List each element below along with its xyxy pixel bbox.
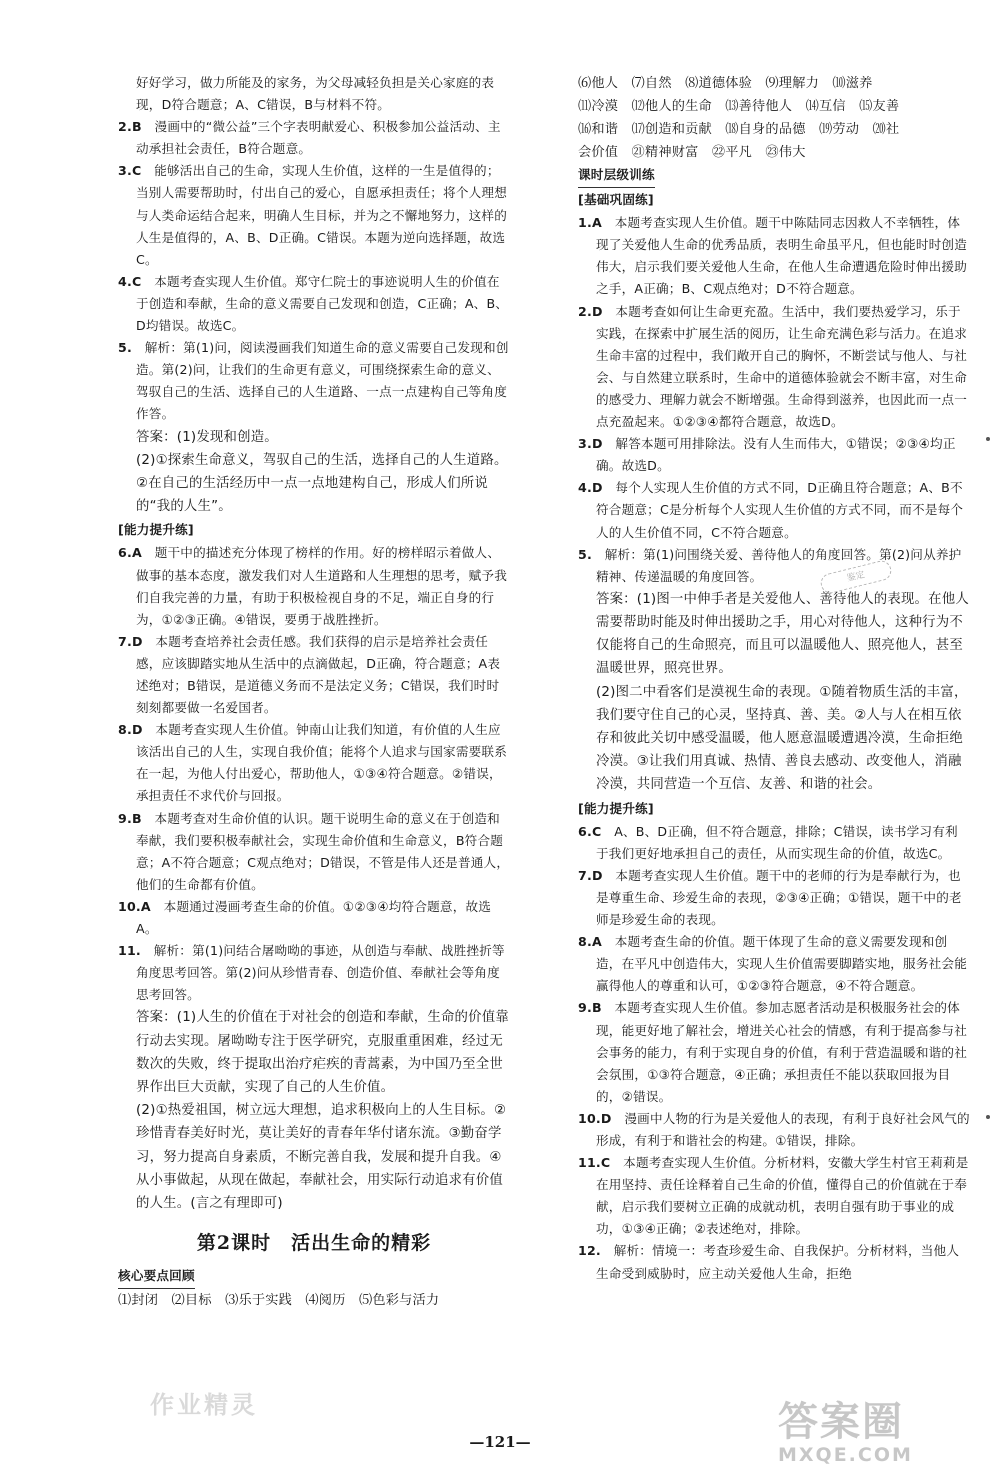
answer-item [578, 1240, 970, 1284]
key-points-line: 会价值 ㉑精神财富 ㉒平凡 ㉓伟大 [578, 145, 806, 160]
answer-item [118, 116, 510, 160]
answer-item [118, 808, 510, 896]
answer-text: 漫画中人物的行为是关爱他人的表现，有利于良好社会风气的形成，有利于和谐社会的构建。①错误，排除。 [596, 1110, 970, 1149]
answer-11-part2: (2)①热爱祖国，树立远大理想，追求积极向上的人生目标。②珍惜青春美好时光，莫让美好的青春年华付诸东流。③勤奋学习，努力提高自身素质，不断完善自我，发展和提升自我。④从小事做起，从现在做起，奉献社会，用实际行动追求有价值的人生。(言之有理即可) [136, 1103, 507, 1211]
answer-text: 漫画中的“微公益”三个字表明献爱心、积极参加公益活动、主动承担社会责任，B符合题意。 [136, 119, 501, 157]
watermark-logo [778, 1400, 992, 1466]
section-basic-heading: [基础巩固练] [578, 192, 654, 208]
answer-text: 能够活出自己的生命，实现人生价值，这样的一生是值得的；当别人需要帮助时，付出自己的爱心，自愿承担责任；将个人理想与人类命运结合起来，明确人生目标，并为之不懈地努力，这样的人生是值得的，A、B、D正确。C错误。本题为逆向选择题，故选C。 [136, 163, 508, 267]
answer-list-d [578, 821, 970, 1285]
key-points-line: ⑹他人 ⑺自然 ⑻道德体验 ⑼理解力 ⑽滋养 [578, 76, 873, 91]
answer-number: 8.A [578, 934, 602, 950]
answer-11-part1: 答案：(1)人生的价值在于对社会的创造和奉献，生命的价值靠行动去实现。屠呦呦专注于医学研究，克服重重困难，经过无数次的失败，终于提取出治疗疟疾的青蒿素，为中国乃至全世界作出巨大贡献，实现了自己的人生价值。 [136, 1010, 509, 1095]
answer-item [118, 271, 510, 337]
answer-number: 1.A [578, 215, 602, 231]
answer-number: 9.B [118, 810, 142, 826]
answer-number: 12. [578, 1243, 601, 1259]
answer-item [578, 544, 970, 588]
answer-number: 7.D [578, 867, 603, 883]
answer-continuation: 好好学习，做力所能及的家务，为父母减轻负担是关心家庭的表现，D符合题意；A、C错误，B与材料不符。 [136, 75, 495, 113]
section-ability-heading: [能力提升练] [578, 800, 654, 816]
answer-item [118, 542, 510, 630]
answer-number: 2.D [578, 303, 603, 319]
margin-dot [986, 1115, 990, 1119]
answer-number: 6.C [578, 823, 602, 839]
watermark-url: MXQE.COM [778, 1444, 913, 1466]
answer-text: 解析：第(1)问围绕关爱、善待他人的角度回答。第(2)问从养护精神、传递温暖的角度回答。 [596, 546, 962, 584]
answer-number: 11.C [578, 1155, 611, 1171]
key-points-line: ⑾冷漠 ⑿他人的生命 ⒀善待他人 ⒁互信 ⒂友善 [578, 99, 900, 114]
watermark-logo-text: 答案圈 [778, 1399, 904, 1445]
answer-item [578, 301, 970, 434]
answer-list-c [578, 212, 970, 588]
answer-5-part1: 答案：(1)发现和创造。 [136, 429, 278, 445]
answer-text: 本题考查培养社会责任感。我们获得的启示是培养社会责任感，应该脚踏实地从生活中的点滴做起，D正确，符合题意；A表述绝对；B错误，是道德义务而不是法定义务；C错误，我们时时刻刻都要做一名爱国者。 [136, 633, 501, 716]
answer-item [118, 337, 510, 425]
answer-5-part2: (2)①探索生命意义，驾驭自己的生活，选择自己的人生道路。②在自己的生活经历中一点一点地建构自己，形成人们所说的“我的人生”。 [136, 452, 508, 515]
answer-number: 7.D [118, 633, 143, 649]
answer-text: 本题考查实现人生价值。参加志愿者活动是积极服务社会的体现，能更好地了解社会，增进关心社会的情感，有利于提高参与社会事务的能力，有利于实现自身的价值，有利于营造温暖和谐的社会氛围，①③符合题意，④正确；承担责任不能以获取回报为目的，②错误。 [596, 1000, 968, 1104]
answer-item [578, 997, 970, 1107]
answer-text: 题干中的描述充分体现了榜样的作用。好的榜样昭示着做人、做事的基本态度，激发我们对人生道路和人生理想的思考，赋予我们自我完善的力量，有助于积极检视自身的不足，端正自身的行为，①②③正确。④错误，要勇于战胜挫折。 [136, 545, 508, 627]
answer-item [578, 433, 970, 477]
margin-dot [986, 437, 990, 441]
answer-text: 本题考查实现人生价值。题干中的老师的行为是奉献行为，也是尊重生命、珍爱生命的表现，②③④正确；①错误，题干中的老师是珍爱生命的表现。 [596, 867, 962, 928]
answer-text: 本题考查如何让生命更充盈。生活中，我们要热爱学习，乐于实践，在探索中扩展生活的阅历，让生命充满色彩与活力。在追求生命丰富的过程中，我们敞开自己的胸怀，不断尝试与他人、与社会、与自然建立联系时，生命中的道德体验就会不断丰富，对生命的感受力、理解力就会不断增强。生命得到滋养，也因此而一点一点充盈起来。①②③④都符合题意，故选D。 [596, 303, 968, 430]
answer-item [118, 719, 510, 807]
answer-text: 本题考查实现人生价值。题干中陈陆同志因救人不幸牺牲，体现了关爱他人生命的优秀品质，表明生命虽平凡，但也能时时创造伟大，启示我们要关爱他人生命，在他人生命遭遇危险时伸出援助之手，A正确；B、C观点绝对；D不符合题意。 [596, 215, 968, 297]
faint-watermark: 作业精灵 [150, 1391, 258, 1419]
answer-item [578, 212, 970, 300]
answer-text: 解析：第(1)问，阅读漫画我们知道生命的意义需要自己发现和创造。第(2)问，让我们的生命更有意义，可围绕探索生命的意义、驾驭自己的生活、选择自己的人生道路、一点一点建构自己等角度作答。 [136, 340, 509, 422]
answer-item [118, 940, 510, 1006]
answer-r5-part1: 答案：(1)图一中伸手者是关爱他人、善待他人的表现。在他人需要帮助时能及时伸出援助之手，用心对待他人，这种行为不仅能将自己的生命照亮，而且可以温暖他人、照亮他人，甚至温暖世界，照亮世界。 [596, 591, 969, 677]
review-heading: 核心要点回顾 [118, 1265, 195, 1289]
answer-number: 10.A [118, 898, 151, 914]
key-points-line: ⒃和谐 ⒄创造和贡献 ⒅自身的品德 ⒆劳动 ⒇社 [578, 122, 900, 137]
answer-text: A、B、D正确，但不符合题意，排除；C错误，读书学习有利于我们更好地承担自己的责任，从而实现生命的价值，故选C。 [596, 823, 958, 861]
answer-text: 本题考查生命的价值。题干体现了生命的意义需要发现和创造，在平凡中创造伟大，实现人生价值需要脚踏实地，服务社会能赢得他人的尊重和认可，①②③符合题意，④不符合题意。 [596, 934, 968, 994]
answer-number: 4.D [578, 480, 603, 496]
answer-item [118, 896, 510, 940]
answer-item [118, 631, 510, 719]
chapter-title: 第2课时 活出生命的精彩 [196, 1232, 432, 1255]
answer-text: 本题通过漫画考查生命的价值。①②③④均符合题意，故选A。 [136, 898, 492, 936]
answer-number: 3.C [118, 163, 142, 179]
answer-number: 3.D [578, 436, 603, 452]
answer-number: 10.D [578, 1110, 612, 1126]
answer-item [578, 821, 970, 865]
answer-number: 4.C [118, 273, 142, 289]
key-points-line: ⑴封闭 ⑵目标 ⑶乐于实践 ⑷阅历 ⑸色彩与活力 [118, 1293, 440, 1309]
section-ability-heading: [能力提升练] [118, 522, 194, 538]
answer-number: 8.D [118, 722, 143, 738]
answer-number: 5. [578, 546, 592, 562]
layer-training-heading: 课时层级训练 [578, 164, 655, 188]
page-number: —121— [469, 1433, 531, 1451]
answer-item [578, 865, 970, 931]
answer-r5-part2: (2)图二中看客们是漠视生命的表现。①随着物质生活的丰富，我们要守住自己的心灵，坚持真、善、美。②人与人在相互依存和彼此关切中感受温暖，他人愿意温暖遭遇冷漠，生命拒绝冷漠。③让我们用真诚、热情、善良去感动、改变他人，消融冷漠，共同营造一个互信、友善、和谐的社会。 [596, 684, 968, 793]
answer-text: 本题考查实现人生价值。分析材料，安徽大学生村官王莉莉是在用坚持、责任诠释着自己生命的价值，懂得自己的价值就在于奉献，启示我们要树立正确的成就动机，表明自强有助于事业的成功，①③④正确；②表述绝对，排除。 [596, 1155, 969, 1237]
stamp-mark: 鉴定 [819, 559, 894, 596]
answer-number: 11. [118, 943, 141, 959]
answer-text: 解析：第(1)问结合屠呦呦的事迹，从创造与奉献、战胜挫折等角度思考回答。第(2)问从珍惜青春、创造价值、奉献社会等角度思考回答。 [136, 943, 505, 1003]
right-column [578, 72, 970, 1285]
answer-text: 解答本题可用排除法。没有人生而伟大，①错误；②③④均正确。故选D。 [596, 436, 956, 474]
answer-number: 6.A [118, 545, 142, 561]
answer-number: 9.B [578, 1000, 602, 1016]
answer-text: 本题考查对生命价值的认识。题干说明生命的意义在于创造和奉献，我们要积极奉献社会，实现生命价值和生命意义，B符合题意；A不符合题意；C观点绝对；D错误，不管是伟人还是普通人，他们的生命都有价值。 [136, 810, 510, 892]
answer-list-b [118, 542, 510, 1006]
answer-item [578, 477, 970, 543]
answer-text: 解析：情境一：考查珍爱生命、自我保护。分析材料，当他人生命受到威胁时，应主动关爱他人生命，拒绝 [596, 1243, 960, 1281]
answer-item [578, 931, 970, 997]
answer-text: 本题考查实现人生价值。郑守仁院士的事迹说明人生的价值在于创造和奉献，生命的意义需要自己发现和创造，C正确；A、B、D均错误。故选C。 [136, 273, 509, 334]
answer-item [118, 160, 510, 270]
answer-item [578, 1108, 970, 1152]
answer-text: 本题考查实现人生价值。钟南山让我们知道，有价值的人生应该活出自己的人生，实现自我价值；能将个人追求与国家需要联系在一起，为他人付出爱心，帮助他人，①③④符合题意。②错误，承担责任不求代价与回报。 [136, 722, 508, 804]
answer-list-a [118, 116, 510, 425]
answer-number: 5. [118, 340, 132, 356]
answer-number: 2.B [118, 119, 142, 135]
answer-item [578, 1152, 970, 1240]
left-column [118, 72, 510, 1312]
answer-text: 每个人实现人生价值的方式不同，D正确且符合题意；A、B不符合题意；C是分析每个人实现人生价值的方式不同，而不是每个人的人生价值不同，C不符合题意。 [596, 480, 964, 540]
